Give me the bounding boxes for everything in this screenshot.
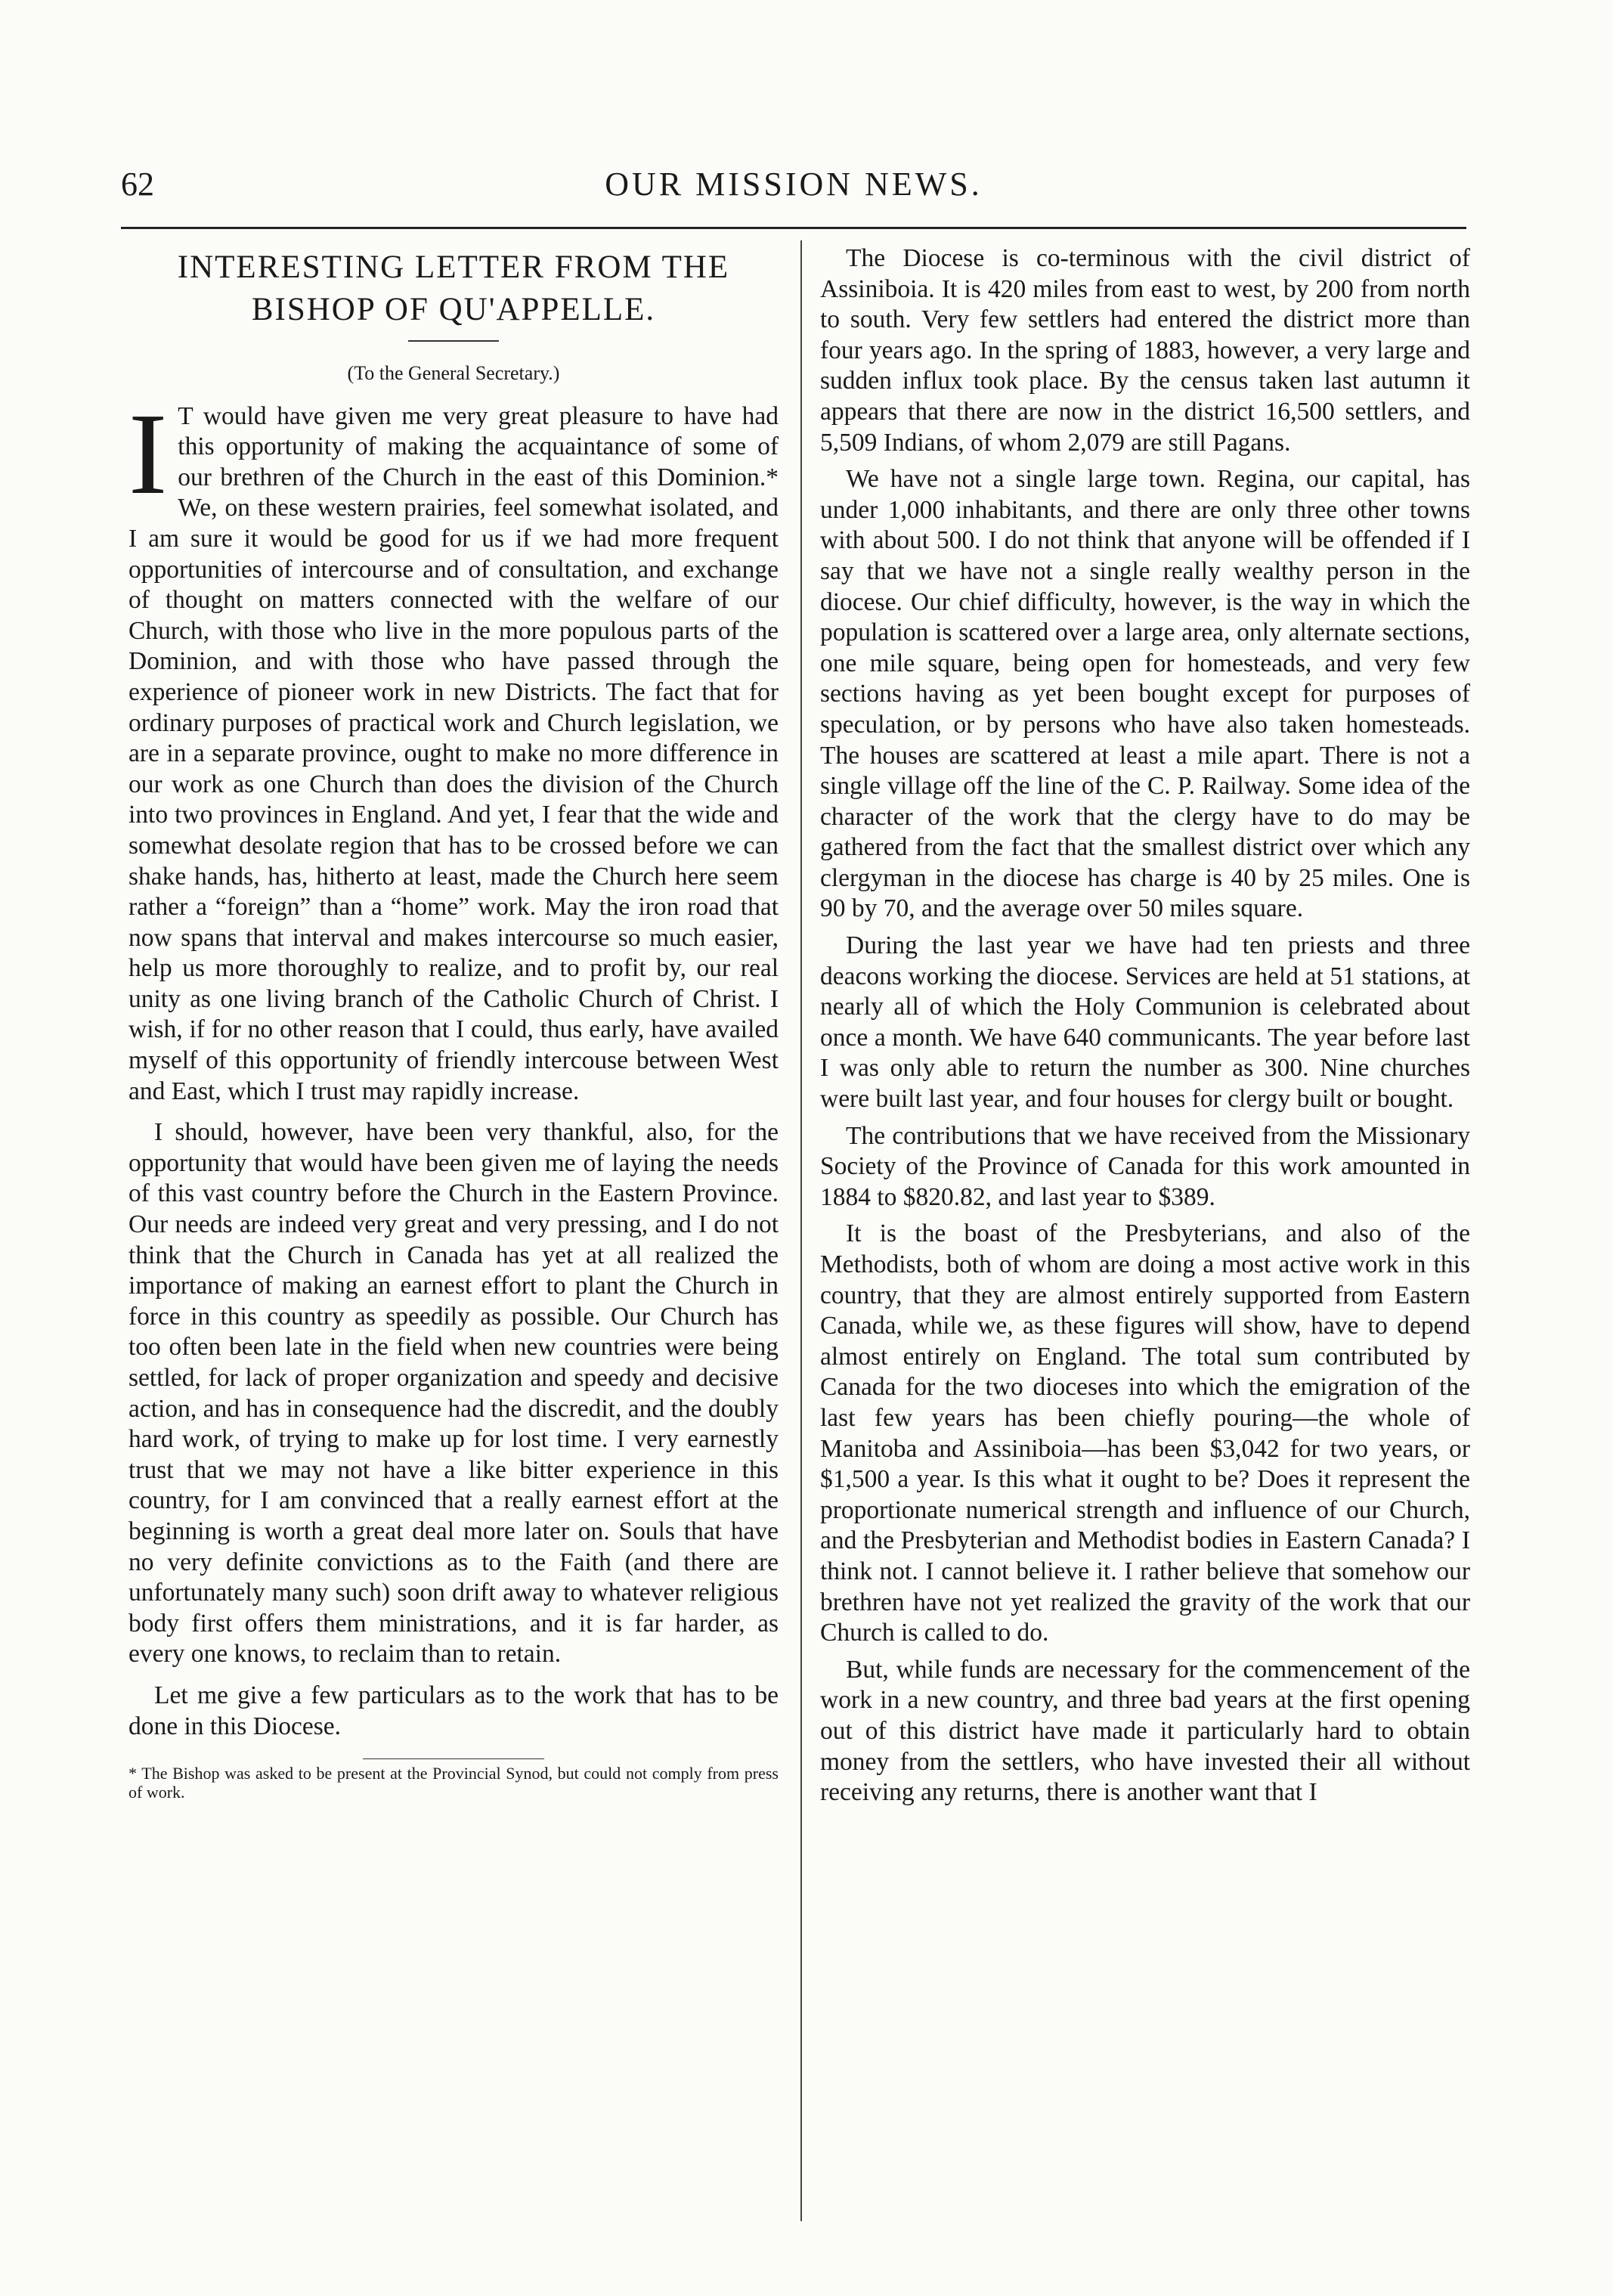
- article-title: INTERESTING LETTER FROM THE BISHOP OF QU'APPELLE.: [177, 249, 730, 327]
- footnote: * The Bishop was asked to be present at the Provincial Synod, but could not comply from press of work.: [128, 1764, 779, 1802]
- paragraph-5: We have not a single large town. Regina, our capital, has under 1,000 inhabitants, and there are only three other towns with about 500. I do not think that anyone will be offended if I say that we have not a single really wealthy person in the diocese. Our chief difficulty, however, is the way in which the population is scattered over a large area, only alternate sections, one mile square, being open for homesteads, and very few sections having as yet been bought except for purposes of speculation, or by persons who have also taken homesteads. The houses are scattered at least a mile apart. There is not a single village off the line of the C. P. Railway. Some idea of the character of the work that the clergy have to do may be gathered from the fact that the smallest district over which any clergyman in the diocese has charge is 40 by 25 miles. One is 90 by 70, and the average over 50 miles square.: [820, 465, 1470, 923]
- paragraph-9: But, while funds are necessary for the commencement of the work in a new country, and three bad years at the first opening out of this district have made it particularly hard to obtain money from the settlers, who have invested their all without receiving any returns, there is another want that I: [820, 1655, 1470, 1807]
- paragraph-6: During the last year we have had ten priests and three deacons working the diocese. Services are held at 51 stations, at nearly all of which the Holy Communion is celebrated about once a month. We have 640 communicants. The year before last I was only able to return the number as 300. Nine churches were built last year, and four houses for clergy built or bought.: [820, 931, 1470, 1114]
- paragraph-2: I should, however, have been very thankful, also, for the opportunity that would have been given me of laying the needs of this vast country before the Church in the Eastern Province. Our needs are indeed very great and very pressing, and I do not think that the Church in Canada has yet at all realized the importance of making an earnest effort to plant the Church in force in this country as speedily as possible. Our Church has too often been late in the field when new countries were being settled, for lack of proper organization and speedy and decisive action, and has in consequence had the discredit, and the doubly hard work, of trying to make up for lost time. I very earnestly trust that we may not have a like bitter experience in this country, for I am convinced that a really earnest effort at the beginning is worth a great deal more later on. Souls that have no very definite convictions as to the Faith (and there are unfortunately many such) soon drift away to whatever religious body first offers them ministrations, and it is far harder, as every one knows, to reclaim than to retain.: [128, 1118, 779, 1669]
- paragraph-1-text: T would have given me very great pleasure to have had this opportunity of making the acquaintance of some of our brethren of the Church in the east of this Dominion.* We, on these western prairies, feel somewhat isolated, and I am sure it would be good for us if we had more frequent opportunities of intercourse and of consultation, and exchange of thought on matters connected with the welfare of our Church, with those who live in the more populous parts of the Dominion, and with those who have passed through the experience of pioneer work in new Districts. The fact that for ordinary purposes of practical work and Church legislation, we are in a separate province, ought to make no more difference in our work as one Church than does the division of the Church into two provinces in England. And yet, I fear that the wide and somewhat desolate region that has to be crossed before we can shake hands, has, hitherto at least, made the Church here seem rather a “foreign” than a “home” work. May the iron road that now spans that interval and makes intercourse so much easier, help us more thoroughly to realize, and to profit by, our real unity as one living branch of the Catholic Church of Christ. I wish, if for no other reason that I could, thus early, have availed myself of this opportunity of friendly intercouse between West and East, which I trust may rapidly increase.: [128, 401, 779, 1105]
- paragraph-3: Let me give a few particulars as to the work that has to be done in this Diocese.: [128, 1681, 779, 1740]
- right-column: [820, 243, 1470, 1808]
- paragraph-4: The Diocese is co-terminous with the civil district of Assiniboia. It is 420 miles from east to west, by 200 from north to south. Very few settlers had entered the district more than four years ago. In the spring of 1883, however, a very large and sudden influx took place. By the census taken last autumn it appears that there are now in the district 16,500 settlers, and 5,509 Indians, of whom 2,079 are still Pagans.: [820, 244, 1470, 457]
- paragraph-8: It is the boast of the Presbyterians, and also of the Methodists, both of whom are doing a most active work in this country, that they are almost entirely supported from Eastern Canada, while we, as these figures will show, have to depend almost entirely on England. The total sum contributed by Canada for the two dioceses into which the emigration of the last few years has been chiefly pouring—the whole of Manitoba and Assiniboia—has been $3,042 for two years, or $1,500 a year. Is this what it ought to be? Does it represent the proportionate numerical strength and influence of our Church, and the Presbyterian and Methodist bodies in Eastern Canada? I think not. I cannot believe it. I rather believe that somehow our brethren have not yet realized the gravity of the work that our Church is called to do.: [820, 1219, 1470, 1647]
- column-divider: [800, 240, 802, 2221]
- left-column: [128, 243, 779, 1802]
- page-number: 62: [121, 166, 154, 203]
- header-rule: [121, 227, 1466, 229]
- paragraph-7: The contributions that we have received from the Missionary Society of the Province of Canada for this work amounted in 1884 to $820.82, and last year to $389.: [820, 1121, 1470, 1211]
- footnote-rule: [363, 1758, 544, 1759]
- addressee-line: (To the General Secretary.): [347, 362, 560, 384]
- title-rule: [408, 340, 499, 342]
- page-header: [121, 165, 1466, 218]
- running-title: OUR MISSION NEWS.: [605, 166, 983, 203]
- paragraph-1: [128, 389, 779, 1108]
- drop-cap: I: [128, 389, 168, 519]
